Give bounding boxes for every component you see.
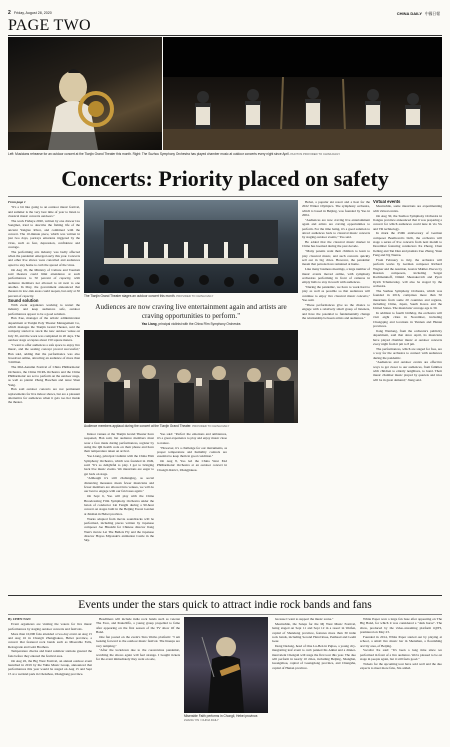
article-paragraph: On Aug 8, Yao led the China West End Philharmonic Orchestra at an outdoor concert in Chongli district, Zhangjiakou. <box>157 459 227 472</box>
mid-caption-text: The Tianjin Grand Theater stages an outdoor concert this month. <box>84 294 176 298</box>
article-paragraph: "Audiences are now craving live entertainment again and artists are craving opportunities to perform. For the time being, it's a good solution to attract audiences back to classical music concerts by staging outdoor events," Yao said. <box>302 217 370 240</box>
second-caption-credit: ZHANG YIN / CHINA DAILY <box>184 718 219 723</box>
pull-quote-author: Yao Liang <box>141 322 157 327</box>
article-paragraph: "I want to offer audiences a safe space to enjoy live music, and the seating concept proved successful," Han said, adding that the performance was also broadcast online, attracting an audience of more than 3 million. <box>8 343 80 365</box>
photo-audience-applaud <box>84 330 298 423</box>
photo-tianjin-rehearsal <box>8 37 162 150</box>
pull-quote-role: , principal violinist with the China Film Symphony Orchestra <box>156 322 241 327</box>
second-column-3 <box>272 617 356 745</box>
article-paragraph: The performances, which are staged for free, are a way for the orchestra to connect with audiences during the pandemic. <box>373 346 442 360</box>
article-paragraph: Founded in 2014, White Paper started out by playing at school, a small live music bar in Shenzhen, a flourishing art/city area, of Beijing. <box>360 634 442 648</box>
article-column-2 <box>84 432 154 592</box>
bottom-caption-credit: PROVIDED TO CHINA DAILY <box>192 424 230 428</box>
article-paragraph: Hebei, a popular ski resort and a host for the 2022 Winter Olympics. The symphony orchestra, which is based in Beijing, was founded by Yao in 2004. <box>302 200 370 218</box>
chinese-paper-name: 中國日報 <box>424 10 440 16</box>
article-paragraph: Like many business meetings, a large number of music events moved online, with symphony orchestras performing in front of cameras in empty halls to stay in touch with audiences. <box>302 267 370 285</box>
photo-miserable-faith <box>184 617 268 713</box>
article-paragraph: In addition to fourth birthday, the orchestra will visit eight cities in November, including Chongqing and locations in Yunnan and Hunan provinces. <box>373 311 442 329</box>
paper-name: CHINA DAILY <box>396 10 422 16</box>
article-column-5 <box>373 200 442 592</box>
article-paragraph: White Paper won a large fan base after appearing on The Big Band, for which it was considered a "dark horse". The show, produced by the video-streaming platform iQIYI, premiered on May 23. <box>360 617 442 635</box>
byline: By CHEN NAN <box>8 617 31 621</box>
article-paragraph: "However, it's a challenge for our instruments, as proper temperature and humidity controls are essential to keep them in good condition." <box>157 445 227 459</box>
mid-photo-caption <box>84 294 298 298</box>
article-paragraph: Indoor venues at the Tianjin Grand Theater have reopened, Han said, but audience members must wear a face mask during performances, register by using the QR health code on their phone and have their temperature taken on arrival. <box>84 432 154 454</box>
pull-quote-text: Audiences are now craving live entertainment again and artists are craving opportunities to perform." <box>95 303 287 320</box>
article-column-1 <box>8 200 80 592</box>
second-column-4 <box>360 617 442 745</box>
article-paragraph: "Many parents want their children to learn to play classical music, and such concerts quickly sell out in big cities. However, the pandemic meant that patrons have remained at home. <box>302 249 370 267</box>
article-paragraph: Headliners will include indie rock bands such as veteran The Face, and Peakcliffe, a young group propelled to fame after appearing on the first season of the TV show Of the Band. <box>96 617 180 635</box>
article-paragraph: Han Xue, manager of the artistic administration department at Tianjin Poly Theater Management Co, which manages the Tianjin Grand Theater, said the company started to stock the new outdoor venue on July 30, and the work was completed in 20 days. The outdoor stage occupies about 150 square meters. <box>8 316 80 343</box>
second-story-headline: Events under the stars quick to attract indie rock bands and fans <box>78 599 372 611</box>
article-paragraph: Meanwhile, some musicians are experimenting with virtual events. <box>373 204 442 213</box>
article-paragraph: In mark the 250th anniversary of German composer Beethoven's birth, the orchestra will stage a series of live concerts from next month to December featuring conductors Xu Zhong, Chen Jiebing and Tan Dun and pianists Zuo Zhang, Yuan Fang and Ng Tianxu. <box>373 231 442 258</box>
subhead-virtual-events: Virtual events <box>373 200 401 204</box>
top-caption-text: Left: Musicians rehearse for an outdoor concert at the Tianjin Grand Theater this month. Right: The Suzhou Symphony Orchestra has played chamber music at outdoor concerts every night since April. <box>8 152 290 156</box>
page-number: 2 <box>8 10 11 16</box>
photo-outdoor-concert <box>84 200 298 293</box>
article-paragraph: Dong Dadong, head of One Lu-Ben in Pujiao, a young city-integrating leaf event to curb panned his Anhui and a dinner-intervalent Chengali will stage the first tour this year. The duo will perform in nearly 10 cities, including Beijing, Shanghai, Guangzhou, capital of Guangdong province, and Changsha, capital of Hunan province. <box>272 644 356 670</box>
article-paragraph: "These performances give us the chance to engage with a relatively small group of listeners, and have the potential to fundamentally change the relationship between artists and audiences." <box>302 302 370 320</box>
article-paragraph: The work Fisheye 2020, written by one drawer Liu Songmei, tried to describe the fishing life of the ancient Yangtze River, and combined with the concert. The 10-minute piece, which was written in just two days, portrays emotions triggered by the virus, such as fear, depression, confidence and courage. <box>8 218 80 249</box>
article-paragraph: On Aug 18, the Ministry of Culture and Tourism said theaters could limit attendance at such performances to 50 percent of capacity, with audience members not allowed to sit next to one another. In May, the government announced that theaters in low-risk areas could reopen, but only at 30 percent of capacity. <box>8 267 80 298</box>
article-paragraph: Tickets for the upcoming tour have sold well and the duo expects to meet more fans, Xia added. <box>360 661 442 671</box>
article-paragraph: Event organizers are visiting the waters for live music performances by staging outdoor concerts and festivals. <box>8 622 92 631</box>
article-paragraph: The performing arts industry was badly affected when the pandemic emerged early this year. Concerts and other live shows were cancelled and audiences opted to stay home to curb the spread of the virus. <box>8 249 80 267</box>
article-paragraph: "Audiences and outdoor events are effective ways to get closer to our audiences, from families with children to elderly neighbors, to bond. Their music chamber music played by quartets and trios will be in great demand," Jiang said. <box>373 360 442 382</box>
article-paragraph: Temperature checks and hand sanitizer stations greeted the fans before they entered the festival area. <box>8 649 92 658</box>
section-title: PAGE TWO <box>8 17 91 34</box>
article-paragraph: "Although it's still challenging, as social distancing measures mean fewer musicians and fewer members are allowed into venues, we will do our best to engage with our fan bases again." <box>84 476 154 494</box>
mid-caption-credit: PROVIDED TO CHINA DAILY <box>176 294 214 298</box>
second-caption-text: Miserable Faith performs in Chongli, Hebei province. <box>184 714 259 718</box>
article-paragraph: Works adapted from movie soundtracks will be performed, including pieces written by Japanese composer Joe Hisaishi for Chinese director Jiang Wen's movie Let The Bullets Fly and the Japanese director Hayao Miyazaki's animation Castle in the Sky. <box>84 516 154 543</box>
article-paragraph: He added that the classical music market in China has boomed during the past decade. <box>302 240 370 249</box>
top-caption-credit: PHOTOS PROVIDED TO CHINA DAILY <box>290 152 341 156</box>
second-story-rule <box>8 595 442 596</box>
second-headline-rule <box>8 614 442 615</box>
article-paragraph: On Sept 6, Yao will play with the China Broadcasting Film Symphony Orchestra under the baton of conductor Lin Fenghi during a 90-hour concert on stages built in the Beijing Forest Garden at Jinshan in Hebei province. <box>84 494 154 516</box>
article-paragraph: With event organizers working to restart the industry and keep audiences safe, outdoor performances appear to be a good solution. <box>8 302 80 316</box>
article-paragraph: "It's a bit like going to an outdoor music festival, and summer is the very best time of year to listen to classical music concerts outdoors." <box>8 205 80 219</box>
top-photo-caption <box>8 152 442 156</box>
article-paragraph: Yao Liang, principal violinist with the China Film Symphony Orchestra, which was founded in 1949, said: "It's so delightful to play. I got to bringing back live music events. We musicians are eager to get back on stage. <box>84 454 154 476</box>
article-paragraph: Meanwhile, the Sanqu for the Mj West Music Festival, being staged on Sept 11 and Sept 12 in a resort in Weifen, capital of Shandong province, features more than 30 indie rock bands, including Second Hand Rose, Penhead and Leehi Gear. <box>272 621 356 644</box>
article-paragraph: "After the lockdown due to the coronavirus pandemic, watching the shows again will feel strange. I bought tickets for the event immediately they went on sale, <box>96 648 180 662</box>
subhead-sound-solution: Sound solution <box>8 297 39 303</box>
article-paragraph: On Aug 26, the Big West Festival, an annual outdoor event launched in 2019 by the Yuhu Music Group, announced that performances this year would be staged on Aug 15 and Sept 15 at a wetland park in Chenzhou, Zhangjiang province. <box>8 658 92 676</box>
second-column-1 <box>8 617 92 745</box>
photo-suzhou-orchestra <box>163 37 442 150</box>
article-paragraph: More than 10,000 fans attended a two-day event on Aug 15 and Aug 16 in Chongli Zhangjiakou, Hebei province, a concert that featured rock bands such as Miserable Falls, Retrograde and Gobi Brothers. <box>8 631 92 649</box>
article-paragraph: Yao said: "Perfect the emotions and ambiences, it's a great experience to play and enjoy music close to nature. <box>157 432 227 445</box>
header-rule <box>8 35 442 36</box>
article-column-3 <box>157 432 227 592</box>
article-paragraph: On Aug 30, the Suzhou Symphony Orchestra in Jiangsu province announced that it was preparing a concert for which audiences could tune in via 5G and VR technology. <box>373 213 442 231</box>
bottom-caption-text: Audience members applaud during the concert at the Tianjin Grand Theater. <box>84 424 192 428</box>
pull-quote-attribution <box>84 322 298 326</box>
second-column-2 <box>96 617 180 745</box>
article-paragraph: One fan posted on the event's Sina Weibo platform: "I am looking forward to the outdoor music festival. The lineups are very tempting." <box>96 634 180 648</box>
article-column-4 <box>302 200 370 592</box>
main-headline: Concerts: Priority placed on safety <box>61 166 389 191</box>
second-photo-caption <box>184 714 268 722</box>
article-paragraph: Han said outdoor concerts are not permanent replacements for live indoor shows, but are a pleasant alternative for audiences when it gets too hot inside the theater. <box>8 387 80 405</box>
pull-quote <box>84 303 298 326</box>
article-paragraph: because I want to support the music scene." <box>275 617 334 621</box>
article-paragraph: Vocalist Xu said: "It's been a long time since we performed in front of a live audience. We're pleased to be on stage in people again, but it still feels good." <box>360 648 442 662</box>
headline-rule <box>8 196 442 197</box>
article-paragraph: From February to July, the orchestra will perform works by German composer Richard Wagner and the Austrian, Gustav Mahler. Pieces by Russian composers, including Sergei Rachmaninoff, Dmitri Shostakovich and Pyotr Ilyich Tchaikovsky, will also be staged by the orchestra. <box>373 257 442 289</box>
from-page-label: From page 1 <box>8 200 26 204</box>
issue-date: Friday, August 28, 2020 <box>14 11 52 15</box>
article-paragraph: Jiang Wenlong, from the orchestra's publicity department, said that since April, its musicians have played chamber music at outdoor concerts every night from 6 pm to 8 pm. <box>373 328 442 346</box>
article-paragraph: "During the pandemic, we have to work hard to play as well as possible so that audiences will continue to enjoy live classical music concerts," Yao said. <box>302 285 370 303</box>
article-paragraph: The Mid-Autumn Festival of China Philharmonic Orchestra, the China NCPA Orchestra and the China Philharmonic are set to perform on the outdoor stage, as well as pianist Zhang Haochen and tenor Shen Yang. <box>8 365 80 387</box>
article-paragraph: The Suzhou Symphony Orchestra, which was founded in 2016, comprises more than 50 musicians from some 20 countries and regions, including China, Japan, South Korea and the United States. The musicians' average age is 30. <box>373 288 442 311</box>
article-column-3b <box>230 432 298 592</box>
bottom-photo-caption <box>84 424 298 428</box>
